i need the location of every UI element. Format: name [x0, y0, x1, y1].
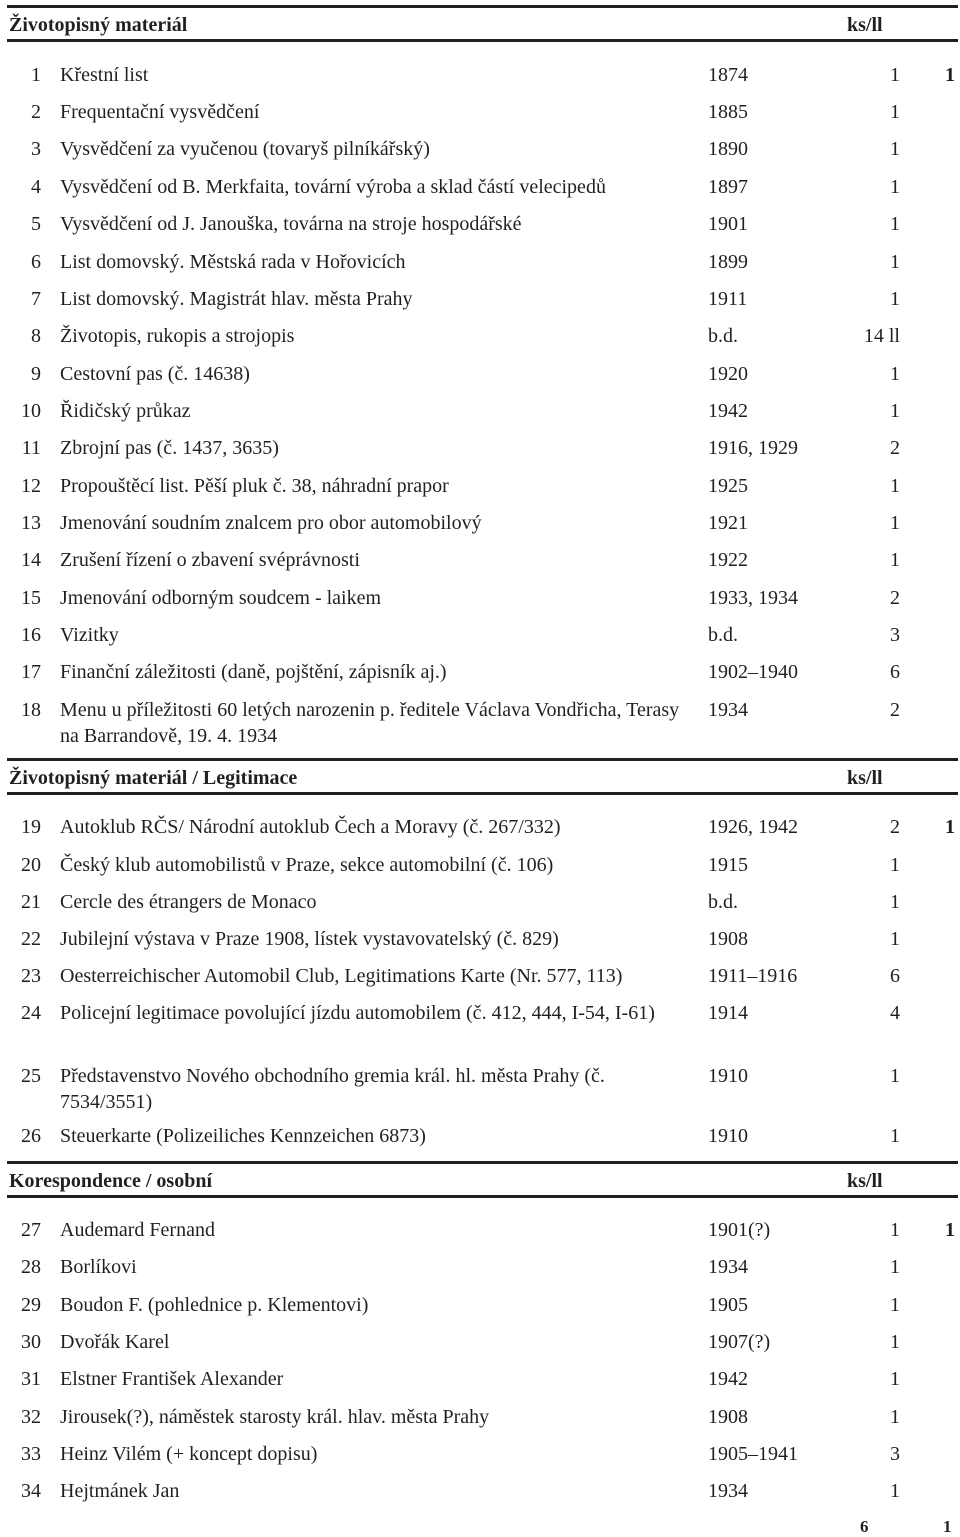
- item-description: Cercle des étrangers de Monaco: [60, 891, 317, 913]
- item-number: 28: [21, 1256, 41, 1278]
- item-description: Jmenování soudním znalcem pro obor automobilový: [60, 512, 482, 534]
- item-number: 7: [31, 288, 41, 310]
- item-date: 1916, 1929: [708, 437, 798, 459]
- item-number: 11: [21, 437, 41, 459]
- section-title: Životopisný materiál / Legitimace: [9, 767, 298, 789]
- item-count: 1: [890, 1065, 900, 1087]
- item-number: 2: [31, 101, 41, 123]
- item-number: 27: [21, 1219, 41, 1241]
- item-description: Představenstvo Nového obchodního gremia král. hl. města Prahy (č. 7534/3551): [60, 1065, 605, 1113]
- item-count: 1: [890, 1368, 900, 1390]
- item-date: 1905: [708, 1294, 748, 1316]
- item-number: 16: [21, 624, 41, 646]
- item-number: 3: [31, 138, 41, 160]
- item-date: 1915: [708, 854, 748, 876]
- item-description: Policejní legitimace povolující jízdu automobilem (č. 412, 444, I-54, I-61): [60, 1002, 655, 1024]
- item-date: 1908: [708, 1406, 748, 1428]
- item-count: 1: [890, 1480, 900, 1502]
- item-date: 1897: [708, 176, 748, 198]
- item-count: 1: [890, 251, 900, 273]
- item-description: Životopis, rukopis a strojopis: [60, 325, 295, 347]
- box-number: 1: [945, 1219, 955, 1241]
- item-description: Vysvědčení za vyučenou (tovaryš pilníkářský): [60, 138, 430, 160]
- box-number: 1: [945, 64, 955, 86]
- item-date: 1922: [708, 549, 748, 571]
- item-number: 20: [21, 854, 41, 876]
- item-description: Jmenování odborným soudcem - laikem: [60, 587, 382, 609]
- item-count: 1: [890, 288, 900, 310]
- item-count: 3: [890, 1443, 900, 1465]
- item-count: 6: [890, 661, 900, 683]
- item-count: 2: [890, 816, 900, 838]
- item-count: 1: [890, 213, 900, 235]
- item-count: 6: [890, 965, 900, 987]
- item-number: 33: [21, 1443, 41, 1465]
- item-date: 1942: [708, 400, 748, 422]
- item-description: Elstner František Alexander: [60, 1368, 284, 1390]
- item-number: 6: [31, 251, 41, 273]
- item-count: 1: [890, 928, 900, 950]
- item-date: 1907(?): [708, 1331, 771, 1353]
- item-count: 1: [890, 512, 900, 534]
- item-number: 30: [21, 1331, 41, 1353]
- item-date: 1920: [708, 363, 748, 385]
- item-number: 19: [21, 816, 41, 838]
- section-unit: ks/ll: [847, 14, 883, 36]
- item-date: 1926, 1942: [708, 816, 798, 838]
- item-number: 5: [31, 213, 41, 235]
- item-count: 1: [890, 101, 900, 123]
- item-date: 1890: [708, 138, 748, 160]
- item-date: 1902–1940: [708, 661, 798, 683]
- item-date: b.d.: [708, 891, 738, 913]
- item-description: Audemard Fernand: [60, 1219, 215, 1241]
- item-number: 29: [21, 1294, 41, 1316]
- item-date: b.d.: [708, 325, 738, 347]
- item-description: Vysvědčení od B. Merkfaita, tovární výroba a sklad částí velecipedů: [60, 176, 606, 198]
- item-count: 1: [890, 1406, 900, 1428]
- item-description: Hejtmánek Jan: [60, 1480, 180, 1502]
- item-description: Frequentační vysvědčení: [60, 101, 260, 123]
- item-number: 13: [21, 512, 41, 534]
- section-header: [7, 1161, 958, 1198]
- item-count: 4: [890, 1002, 900, 1024]
- item-date: 1934: [708, 699, 748, 721]
- section-unit: ks/ll: [847, 767, 883, 789]
- item-count: 1: [890, 1256, 900, 1278]
- item-description: Vysvědčení od J. Janouška, továrna na stroje hospodářské: [60, 213, 522, 235]
- item-number: 14: [21, 549, 41, 571]
- item-description: Borlíkovi: [60, 1256, 137, 1278]
- item-date: 1933, 1934: [708, 587, 798, 609]
- item-description: List domovský. Městská rada v Hořovicích: [60, 251, 406, 273]
- item-description: Heinz Vilém (+ koncept dopisu): [60, 1443, 318, 1465]
- item-date: 1925: [708, 475, 748, 497]
- item-date: 1905–1941: [708, 1443, 798, 1465]
- item-date: 1934: [708, 1480, 748, 1502]
- item-description: Jubilejní výstava v Praze 1908, lístek vystavovatelský (č. 829): [60, 928, 559, 950]
- item-date: 1914: [708, 1002, 748, 1024]
- item-description: Český klub automobilistů v Praze, sekce automobilní (č. 106): [60, 854, 554, 876]
- item-description: Autoklub RČS/ Národní autoklub Čech a Moravy (č. 267/332): [60, 816, 561, 838]
- item-number: 34: [21, 1480, 41, 1502]
- item-count: 2: [890, 699, 900, 721]
- item-description: Menu u příležitosti 60 letých narozenin p. ředitele Václava Vondřicha, Terasy na Barrandově, 19. 4. 1934: [60, 699, 680, 747]
- item-number: 26: [21, 1125, 41, 1147]
- item-count: 14 ll: [863, 325, 900, 347]
- item-number: 8: [31, 325, 41, 347]
- item-number: 22: [21, 928, 41, 950]
- item-description: Křestní list: [60, 64, 149, 86]
- footer-page-left: 6: [860, 1517, 869, 1536]
- item-count: 3: [890, 624, 900, 646]
- item-count: 1: [890, 1219, 900, 1241]
- item-number: 24: [21, 1002, 41, 1024]
- section-title: Životopisný materiál: [9, 14, 188, 36]
- item-number: 17: [21, 661, 41, 683]
- item-date: 1899: [708, 251, 748, 273]
- item-date: 1911–1916: [708, 965, 798, 987]
- item-description: Řidičský průkaz: [60, 400, 191, 422]
- item-count: 1: [890, 854, 900, 876]
- item-number: 32: [21, 1406, 41, 1428]
- item-count: 1: [890, 549, 900, 571]
- section-unit: ks/ll: [847, 1170, 883, 1192]
- item-count: 1: [890, 363, 900, 385]
- item-date: 1911: [708, 288, 748, 310]
- item-number: 21: [21, 891, 41, 913]
- section-header: [7, 5, 958, 42]
- item-number: 4: [31, 176, 41, 198]
- box-number: 1: [945, 816, 955, 838]
- item-number: 12: [21, 475, 41, 497]
- item-date: 1885: [708, 101, 748, 123]
- item-description: Jirousek(?), náměstek starosty král. hlav. města Prahy: [60, 1406, 490, 1428]
- item-number: 18: [21, 699, 41, 721]
- item-count: 2: [890, 437, 900, 459]
- item-count: 1: [890, 1294, 900, 1316]
- item-description: Steuerkarte (Polizeiliches Kennzeichen 6873): [60, 1125, 426, 1147]
- footer-page-right: 1: [943, 1517, 952, 1536]
- item-description: Oesterreichischer Automobil Club, Legitimations Karte (Nr. 577, 113): [60, 965, 623, 987]
- item-date: 1901: [708, 213, 748, 235]
- item-date: 1942: [708, 1368, 748, 1390]
- item-number: 1: [31, 64, 41, 86]
- item-number: 10: [21, 400, 41, 422]
- item-date: 1901(?): [708, 1219, 771, 1241]
- item-count: 1: [890, 475, 900, 497]
- item-description: Boudon F. (pohlednice p. Klementovi): [60, 1294, 369, 1316]
- item-count: 1: [890, 64, 900, 86]
- item-description: List domovský. Magistrát hlav. města Prahy: [60, 288, 413, 310]
- item-date: 1910: [708, 1125, 748, 1147]
- item-description: Finanční záležitosti (daně, pojštění, zápisník aj.): [60, 661, 447, 683]
- item-count: 1: [890, 176, 900, 198]
- item-number: 9: [31, 363, 41, 385]
- item-date: 1908: [708, 928, 748, 950]
- item-date: b.d.: [708, 624, 738, 646]
- item-description: Zbrojní pas (č. 1437, 3635): [60, 437, 279, 459]
- item-description: Zrušení řízení o zbavení svéprávnosti: [60, 549, 360, 571]
- item-date: 1910: [708, 1065, 748, 1087]
- item-date: 1921: [708, 512, 748, 534]
- item-description: Vizitky: [60, 624, 119, 646]
- item-count: 1: [890, 400, 900, 422]
- item-description: Propouštěcí list. Pěší pluk č. 38, náhradní prapor: [60, 475, 449, 497]
- item-number: 23: [21, 965, 41, 987]
- item-count: 1: [890, 1125, 900, 1147]
- section-title: Korespondence / osobní: [9, 1170, 212, 1192]
- item-count: 2: [890, 587, 900, 609]
- item-count: 1: [890, 891, 900, 913]
- section-header: [7, 758, 958, 795]
- item-description: Dvořák Karel: [60, 1331, 170, 1353]
- item-date: 1934: [708, 1256, 748, 1278]
- item-description: Cestovní pas (č. 14638): [60, 363, 250, 385]
- item-count: 1: [890, 1331, 900, 1353]
- item-date: 1874: [708, 64, 748, 86]
- item-count: 1: [890, 138, 900, 160]
- item-number: 31: [21, 1368, 41, 1390]
- item-number: 15: [21, 587, 41, 609]
- item-number: 25: [21, 1065, 41, 1087]
